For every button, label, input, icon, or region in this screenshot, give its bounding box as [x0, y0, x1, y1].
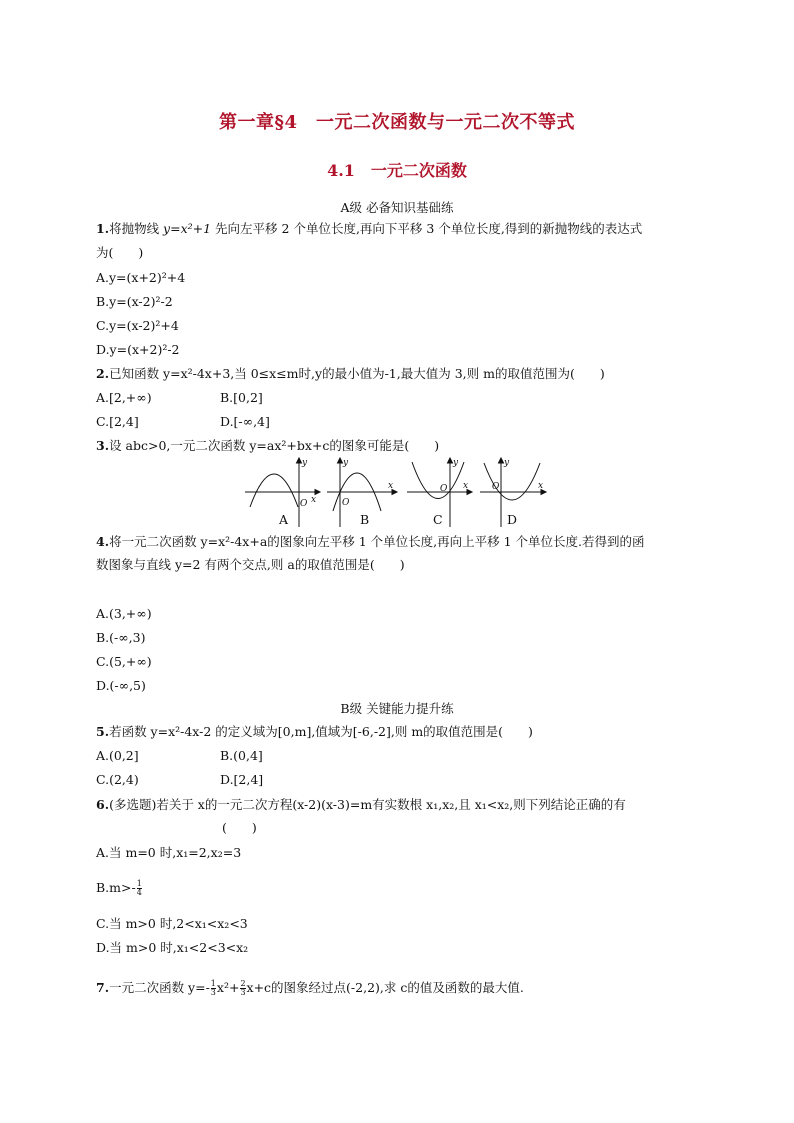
q4-option-c: C.(5,+∞) [96, 654, 152, 669]
q5-option-a: A.(0,2] [96, 748, 139, 763]
fraction-numerator: 2 [240, 979, 246, 988]
q2-option-b: B.[0,2] [220, 390, 263, 405]
question-text: 设 abc>0,一元二次函数 y=ax²+bx+c的图象可能是( ) [109, 438, 440, 453]
fraction-denominator: 4 [136, 888, 142, 897]
q4-option-d: D.(-∞,5) [96, 678, 146, 693]
question-3 [96, 436, 439, 456]
fraction-numerator: 1 [136, 879, 142, 888]
axis-y-label: y [453, 458, 459, 468]
section-title: 4.1 一元二次函数 [327, 161, 467, 180]
question-6 [96, 795, 626, 815]
question-number: 5. [96, 724, 110, 739]
origin-label: O [342, 498, 350, 508]
question-text: (多选题)若关于 x的一元二次方程(x-2)(x-3)=m有实数根 x₁,x₂,且 x₁<x₂,则下列结论正确的有 [109, 797, 626, 812]
fraction [211, 980, 216, 997]
question-number: 6. [96, 797, 110, 812]
question-2 [96, 364, 605, 384]
q2-option-d: D.[-∞,4] [220, 414, 270, 429]
q1-option-d: D.y=(x+2)²-2 [96, 342, 180, 357]
q4-option-b: B.(-∞,3) [96, 630, 146, 645]
q2-option-c: C.[2,4] [96, 414, 139, 429]
question-number: 1. [96, 221, 110, 236]
axis-y-label: y [343, 458, 349, 468]
level-a-heading: A级 必备知识基础练 [340, 200, 454, 215]
question-6-line-2: ( ) [222, 820, 257, 835]
math-expression: y=x²+1 [163, 221, 212, 236]
chapter-title: 第一章§4 一元二次函数与一元二次不等式 [219, 112, 575, 133]
question-text: 若函数 y=x²-4x-2 的定义域为[0,m],值域为[-6,-2],则 m的取值范围是( ) [109, 724, 533, 739]
question-text: x²+ [216, 980, 240, 995]
question-1 [96, 219, 642, 239]
question-4 [96, 532, 645, 552]
axis-y-label: y [504, 458, 510, 468]
axis-y-label: y [302, 458, 308, 468]
question-number: 7. [96, 980, 110, 995]
question-number: 3. [96, 438, 110, 453]
q1-option-b: B.y=(x-2)²-2 [96, 294, 173, 309]
fraction [137, 880, 142, 897]
question-text: 已知函数 y=x²-4x+3,当 0≤x≤m时,y的最小值为-1,最大值为 3,则 m的取值范围为( ) [109, 366, 605, 381]
graph-label-b: B [360, 512, 370, 527]
axis-x-label: x [388, 481, 394, 491]
q1-option-c: C.y=(x-2)²+4 [96, 318, 179, 333]
axis-x-label: x [311, 495, 317, 505]
question-number: 4. [96, 534, 110, 549]
question-text: 将一元二次函数 y=x²-4x+a的图象向左平移 1 个单位长度,再向上平移 1 个单位长度.若得到的函 [109, 534, 645, 549]
q6-option-d: D.当 m>0 时,x₁<2<3<x₂ [96, 940, 249, 955]
graph-label-a: A [279, 512, 289, 527]
q6-option-a: A.当 m=0 时,x₁=2,x₂=3 [96, 845, 242, 860]
level-b-heading: B级 关键能力提升练 [340, 701, 454, 716]
q4-option-a: A.(3,+∞) [96, 606, 152, 621]
fraction-numerator: 1 [210, 979, 216, 988]
question-5 [96, 722, 533, 742]
question-4-line-2: 数图象与直线 y=2 有两个交点,则 a的取值范围是( ) [96, 557, 405, 572]
q5-option-d: D.[2,4] [220, 772, 264, 787]
fraction-denominator: 3 [240, 988, 246, 997]
question-1-line-2: 为( ) [96, 245, 144, 260]
question-text: 一元二次函数 y=- [109, 980, 210, 995]
axis-x-label: x [538, 481, 544, 491]
origin-label: O [440, 484, 448, 494]
graph-label-d: D [507, 512, 518, 527]
graph-label-c: C [433, 512, 443, 527]
question-7 [96, 978, 524, 998]
question-text: x+c的图象经过点(-2,2),求 c的值及函数的最大值. [246, 980, 524, 995]
fraction [240, 980, 245, 997]
origin-label: O [492, 482, 500, 492]
q1-option-a: A.y=(x+2)²+4 [96, 270, 186, 285]
question-text: 先向左平移 2 个单位长度,再向下平移 3 个单位长度,得到的新抛物线的表达式 [211, 221, 643, 236]
origin-label: O [300, 499, 308, 509]
fraction-denominator: 3 [210, 988, 216, 997]
q5-option-c: C.(2,4) [96, 772, 139, 787]
question-number: 2. [96, 366, 110, 381]
q5-option-b: B.(0,4] [220, 748, 263, 763]
option-text: B.m>- [96, 880, 136, 895]
q6-option-c: C.当 m>0 时,2<x₁<x₂<3 [96, 916, 248, 931]
axis-x-label: x [463, 481, 469, 491]
question-text: 将抛物线 [109, 221, 164, 236]
q2-option-a: A.[2,+∞) [96, 390, 152, 405]
q6-option-b [96, 878, 143, 898]
